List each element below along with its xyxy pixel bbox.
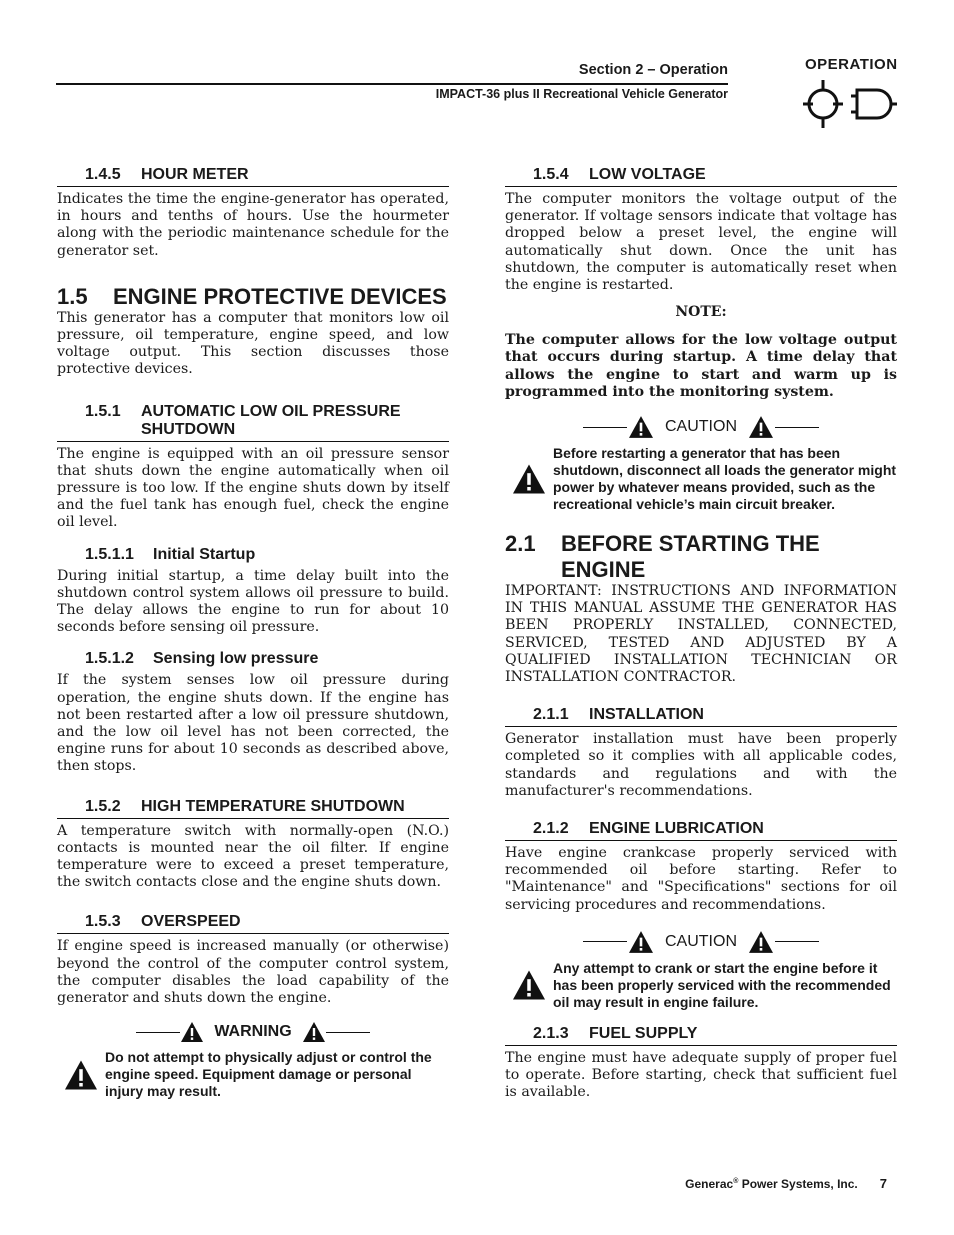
paragraph-initial-startup: During initial startup, a time delay built into the shutdown control system allows oil pressure to build. The delay allows the engine to run for about 10 seconds before sensing oil pressure. <box>57 567 449 636</box>
warning-triangle-icon <box>747 930 775 954</box>
paragraph-sensing-low-pressure: If the system senses low oil pressure during operation, the engine shuts down. If the engine has not been restarted after a low oil pressure shutdown, and the low oil level has not been corrected, the engine runs for about 10 seconds as described above, then stops. <box>57 672 449 775</box>
warning-triangle-icon <box>627 415 655 439</box>
heading-1-5: 1.5 ENGINE PROTECTIVE DEVICES <box>57 283 447 309</box>
caution-text-1: Before restarting a generator that has been shutdown, disconnect all loads the generator might power by whatever means provided, such as the recreational vehicle’s main circuit breaker. <box>553 445 897 513</box>
paragraph-engine-protective-devices: This generator has a computer that monitors low oil pressure, oil temperature, engine speed, and low voltage output. This section discusses those protective devices. <box>57 309 449 378</box>
footer-company: Generac <box>685 1177 734 1191</box>
heading-1-5-4: 1.5.4 LOW VOLTAGE <box>505 166 897 187</box>
warning-triangle-icon <box>511 463 547 495</box>
heading-1-5-1: 1.5.1 AUTOMATIC LOW OIL PRESSURE SHUTDOWN <box>57 403 449 442</box>
warning-label: WARNING <box>214 1023 292 1041</box>
page-number: 7 <box>879 1176 887 1191</box>
heading-1-5-1-1: 1.5.1.1 Initial Startup <box>85 545 256 563</box>
warning-box <box>57 1021 449 1100</box>
heading-2-1: 2.1 BEFORE STARTING THE ENGINE <box>505 531 820 583</box>
operation-badge-label: OPERATION <box>805 56 898 73</box>
warning-triangle-icon <box>302 1021 326 1043</box>
warning-triangle-icon <box>627 930 655 954</box>
paragraph-high-temperature: A temperature switch with normally-open (N.O.) contacts is mounted near the oil filter. If engine temperature were to exceed a preset temperature, the switch contacts close and the engine shuts down. <box>57 822 449 891</box>
registered-mark: ® <box>733 1178 739 1185</box>
paragraph-before-starting: IMPORTANT: INSTRUCTIONS AND INFORMATION IN THIS MANUAL ASSUME THE GENERATOR HAS BEEN PROPERLY INSTALLED, CONNECTED, SERVICED, TESTED AND ADJUSTED BY A QUALIFIED INSTALLATION TECHNICIAN OR INSTALLATION CONTRACTOR. <box>505 583 897 686</box>
caution-box-1 <box>505 415 897 513</box>
footer-company-rest: Power Systems, Inc. <box>738 1177 858 1191</box>
heading-2-1-2: 2.1.2 ENGINE LUBRICATION <box>505 820 897 841</box>
warning-triangle-icon <box>63 1059 99 1091</box>
heading-1-4-5: 1.4.5 HOUR METER <box>57 166 449 187</box>
heading-2-1-1: 2.1.1 INSTALLATION <box>505 706 897 727</box>
document-title: IMPACT-36 plus II Recreational Vehicle Generator <box>435 87 728 101</box>
paragraph-engine-lubrication: Have engine crankcase properly serviced with recommended oil before starting. Refer to "Maintenance" and "Specifications" sections for oil servicing procedures and recommendations. <box>505 845 897 913</box>
heading-1-5-2: 1.5.2 HIGH TEMPERATURE SHUTDOWN <box>57 798 449 819</box>
warning-triangle-icon <box>747 415 775 439</box>
caution-label: CAUTION <box>665 932 737 950</box>
paragraph-installation: Generator installation must have been properly completed so it complies with all applicable codes, standards and regulations and with the manufacturer's recommendations. <box>505 731 897 799</box>
warning-triangle-icon <box>511 969 547 1001</box>
paragraph-low-voltage: The computer monitors the voltage output of the generator. If voltage sensors indicate that voltage has dropped below a preset level, the engine will automatically shut down. Once the unit has shutdown, the computer is automatically reset when the engine is restarted. <box>505 191 897 294</box>
operation-symbol-icon <box>801 78 899 130</box>
caution-label: CAUTION <box>665 418 737 436</box>
heading-1-5-3: 1.5.3 OVERSPEED <box>57 913 449 934</box>
note-label: NOTE: <box>675 304 727 321</box>
heading-1-5-1-2: 1.5.1.2 Sensing low pressure <box>85 650 319 668</box>
paragraph-overspeed: If engine speed is increased manually (or otherwise) beyond the control of the computer control system, the computer disables the load capability of the generator and shuts down the engine. <box>57 938 449 1007</box>
warning-text: Do not attempt to physically adjust or control the engine speed. Equipment damage or personal injury may result. <box>105 1049 432 1100</box>
right-column <box>505 166 897 1101</box>
paragraph-low-oil-pressure: The engine is equipped with an oil pressure sensor that shuts down the engine automatically when oil pressure is too low. If the engine shuts down by itself and the fuel tank has enough fuel, check the engine oil level. <box>57 445 449 531</box>
note-text: The computer allows for the low voltage output that occurs during startup. A time delay that allows the engine to start and warm up is programmed into the monitoring system. <box>505 332 897 400</box>
left-column <box>57 166 449 1100</box>
heading-2-1-3: 2.1.3 FUEL SUPPLY <box>505 1025 897 1046</box>
paragraph-hour-meter: Indicates the time the engine-generator has operated, in hours and tenths of hours. Use the hourmeter along with the periodic maintenance schedule for the generator set. <box>57 191 449 259</box>
section-header: Section 2 – Operation <box>578 62 728 78</box>
caution-box-2 <box>505 930 897 1011</box>
header-rule <box>56 83 728 85</box>
warning-triangle-icon <box>180 1021 204 1043</box>
page-footer <box>685 1176 887 1191</box>
caution-text-2: Any attempt to crank or start the engine before it has been properly serviced with the recommended oil may result in engine failure. <box>553 959 891 1010</box>
paragraph-fuel-supply: The engine must have adequate supply of proper fuel to operate. Before starting, check that sufficient fuel is available. <box>505 1049 897 1101</box>
